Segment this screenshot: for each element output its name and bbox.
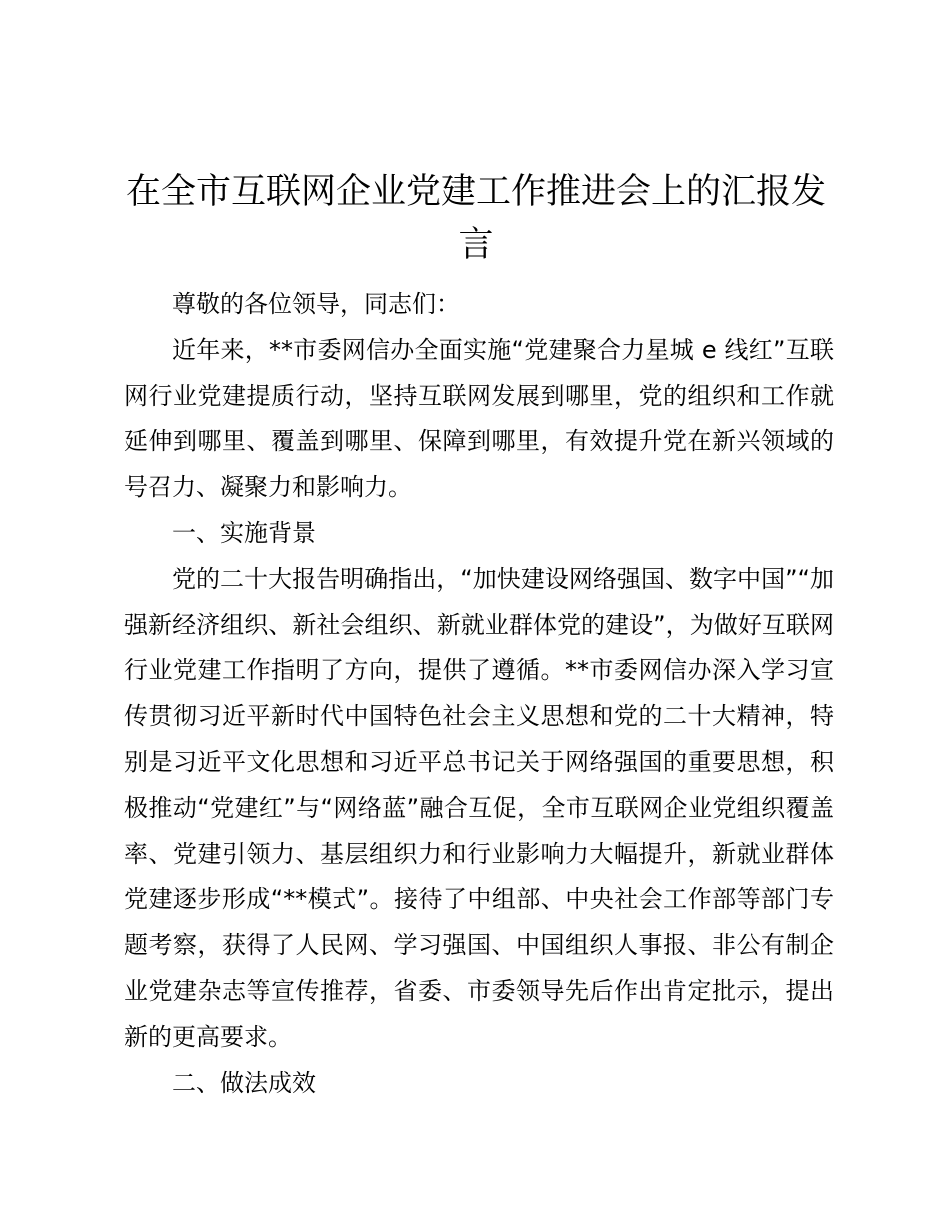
background-paragraph: 党的二十大报告明确指出，“加快建设网络强国、数字中国”“加强新经济组织、新社会组织、新就业群体党的建设”，为做好互联网行业党建工作指明了方向，提供了遵循。**市委网信办深入学习宣传贯彻习近平新时代中国特色社会主义思想和党的二十大精神，特别是习近平文化思想和习近平总书记关于网络强国的重要思想，积极推动“党建红”与“网络蓝”融合互促，全市互联网企业党组织覆盖率、党建引领力、基层组织力和行业影响力大幅提升，新就业群体党建逐步形成“**模式”。接待了中组部、中央社会工作部等部门专题考察，获得了人民网、学习强国、中国组织人事报、非公有制企业党建杂志等宣传推荐，省委、市委领导先后作出肯定批示，提出新的更高要求。 (124, 564, 834, 1051)
intro-paragraph: 近年来，**市委网信办全面实施“党建聚合力星城 e 线红”互联网行业党建提质行动，坚持互联网发展到哪里，党的组织和工作就延伸到哪里、覆盖到哪里、保障到哪里，有效提升党在新兴领域的号召力、凝聚力和影响力。 (124, 335, 834, 502)
section-heading-background: 一、实施背景 (172, 518, 316, 547)
document-body (124, 282, 834, 1106)
document-title: 在全市互联网企业党建工作推进会上的汇报发言 (125, 172, 826, 265)
section-heading-practices: 二、做法成效 (172, 1068, 316, 1097)
salutation: 尊敬的各位领导，同志们： (172, 290, 460, 318)
